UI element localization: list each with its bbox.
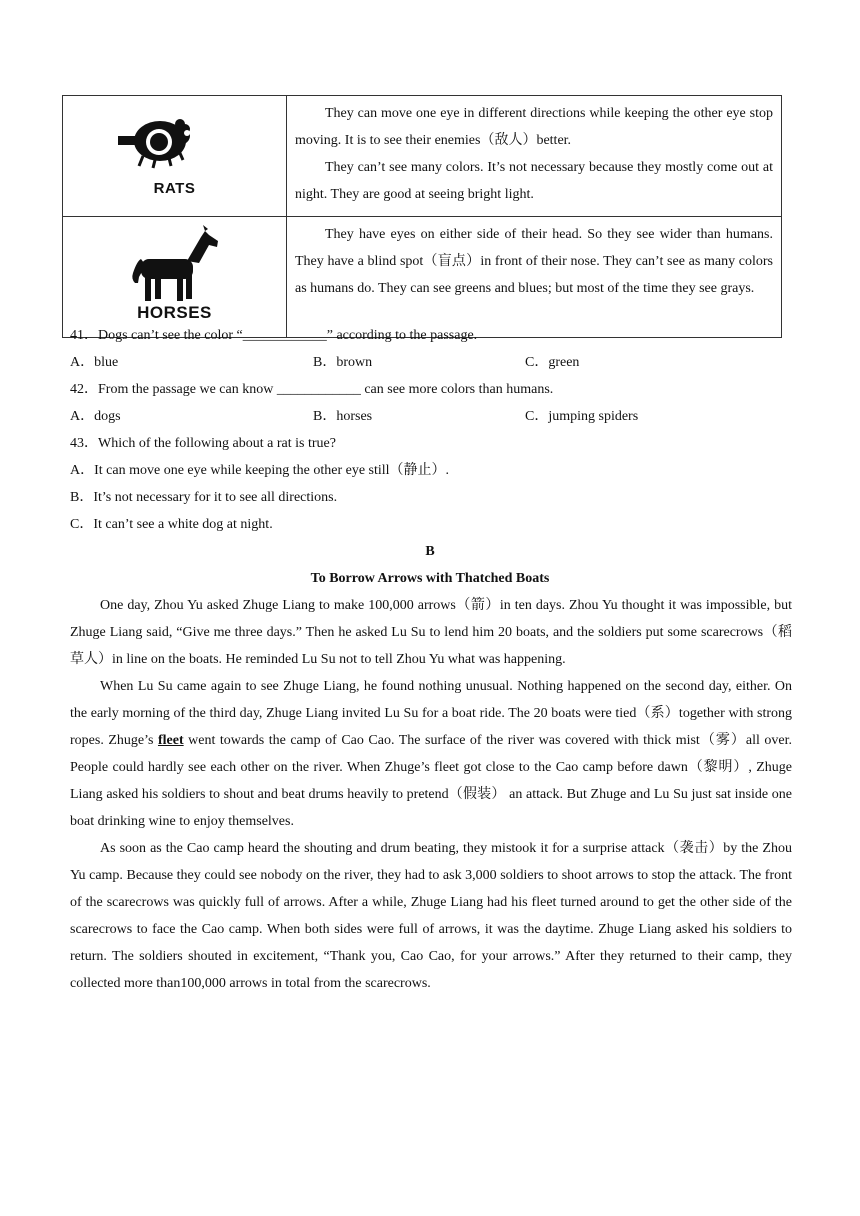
horse-picture-cell bbox=[63, 217, 287, 338]
question-43-option-b[interactable]: B．It’s not necessary for it to see all directions. bbox=[70, 490, 338, 505]
passage-paragraph-1: One day, Zhou Yu asked Zhuge Liang to make 100,000 arrows（箭）in ten days. Zhou Yu thought it was impossible, but Zhuge Liang said, “Give me three days.” Then he asked Lu Su to lend him 20 boats, and the soldiers put some scarecrows（稻草人）in line on the boats. He reminded Lu Su not to tell Zhou Yu what was happening. bbox=[70, 598, 792, 667]
question-41-option-b[interactable]: B．brown bbox=[313, 355, 373, 370]
horses-description bbox=[287, 217, 782, 338]
question-41-option-c[interactable]: C．green bbox=[525, 355, 580, 370]
question-42-option-a[interactable]: A．dogs bbox=[70, 409, 121, 424]
rats-description bbox=[287, 96, 782, 217]
passage-title: To Borrow Arrows with Thatched Boats bbox=[310, 571, 550, 586]
table-row-horses bbox=[63, 217, 782, 338]
question-42-option-b[interactable]: B．horses bbox=[313, 409, 373, 424]
horses-label: HORSES bbox=[137, 303, 212, 322]
question-43-stem: 43．Which of the following about a rat is true? bbox=[70, 436, 336, 451]
question-43-option-c[interactable]: C．It can’t see a white dog at night. bbox=[70, 517, 273, 532]
horses-paragraph-1: They have eyes on either side of their head. So they see wider than humans. They have a blind spot（盲点）in front of their nose. They can’t see as many colors as humans do. They can see greens and blues; but most of the time they see grays. bbox=[295, 227, 773, 296]
question-43-option-a[interactable]: A．It can move one eye while keeping the other eye still（静止）. bbox=[70, 463, 450, 478]
animal-vision-table bbox=[62, 95, 782, 338]
rats-paragraph-2: They can’t see many colors. It’s not necessary because they mostly come out at night. They are good at seeing bright light. bbox=[295, 160, 773, 202]
question-41-option-a[interactable]: A．blue bbox=[70, 355, 119, 370]
passage-paragraph-2-start: When Lu Su came again to see Zhuge Liang, he found nothing unusual. Nothing happened on the second day, either. On the early morning of the third day, Zhuge Liang invited Lu Su for a boat ride. The 20 boats were tied（系）together with strong ropes. Zhuge’s bbox=[70, 679, 792, 748]
section-letter: B bbox=[425, 544, 435, 559]
question-41-stem: 41．Dogs can’t see the color “____________” according to the passage. bbox=[70, 328, 478, 343]
question-42-stem: 42．From the passage we can know ____________ can see more colors than humans. bbox=[70, 382, 554, 397]
table-row-rats bbox=[63, 96, 782, 217]
passage-paragraph-2 bbox=[70, 673, 792, 835]
rats-paragraph-1: They can move one eye in different directions while keeping the other eye stop moving. It is to see their enemies（敌人）better. bbox=[295, 106, 773, 148]
passage-paragraph-3: As soon as the Cao camp heard the shouting and drum beating, they mistook it for a surprise attack（袭击）by the Zhou Yu camp. Because they could see nobody on the river, they had to ask 3,000 soldiers to shoot arrows to stop the attack. The front of the scarecrows was quickly full of arrows. After a while, Zhuge Liang had his fleet turned around to get the other side of the scarecrows to face the Cao camp. When both sides were full of arrows, it was the daytime. Zhuge Liang asked his soldiers to return. The soldiers shouted in excitement, “Thank you, Cao Cao, for your arrows.” After they returned to their camp, they collected more than100,000 arrows in total from the scarecrows. bbox=[70, 841, 792, 991]
rat-picture-cell bbox=[63, 96, 287, 217]
passage-paragraph-2-end: went towards the camp of Cao Cao. The surface of the river was covered with thick mist（雾）all over. People could hardly see each other on the river. When Zhuge’s fleet got close to the Cao camp before dawn（黎明）, Zhuge Liang asked his soldiers to shout and beat drums heavily to pretend（假装） an attack. But Zhuge and Lu Su just sat inside one boat drinking wine to enjoy themselves. bbox=[70, 733, 792, 829]
question-42-option-c[interactable]: C．jumping spiders bbox=[525, 409, 639, 424]
underlined-word-fleet: fleet bbox=[157, 733, 184, 748]
rats-label: RATS bbox=[153, 180, 196, 197]
